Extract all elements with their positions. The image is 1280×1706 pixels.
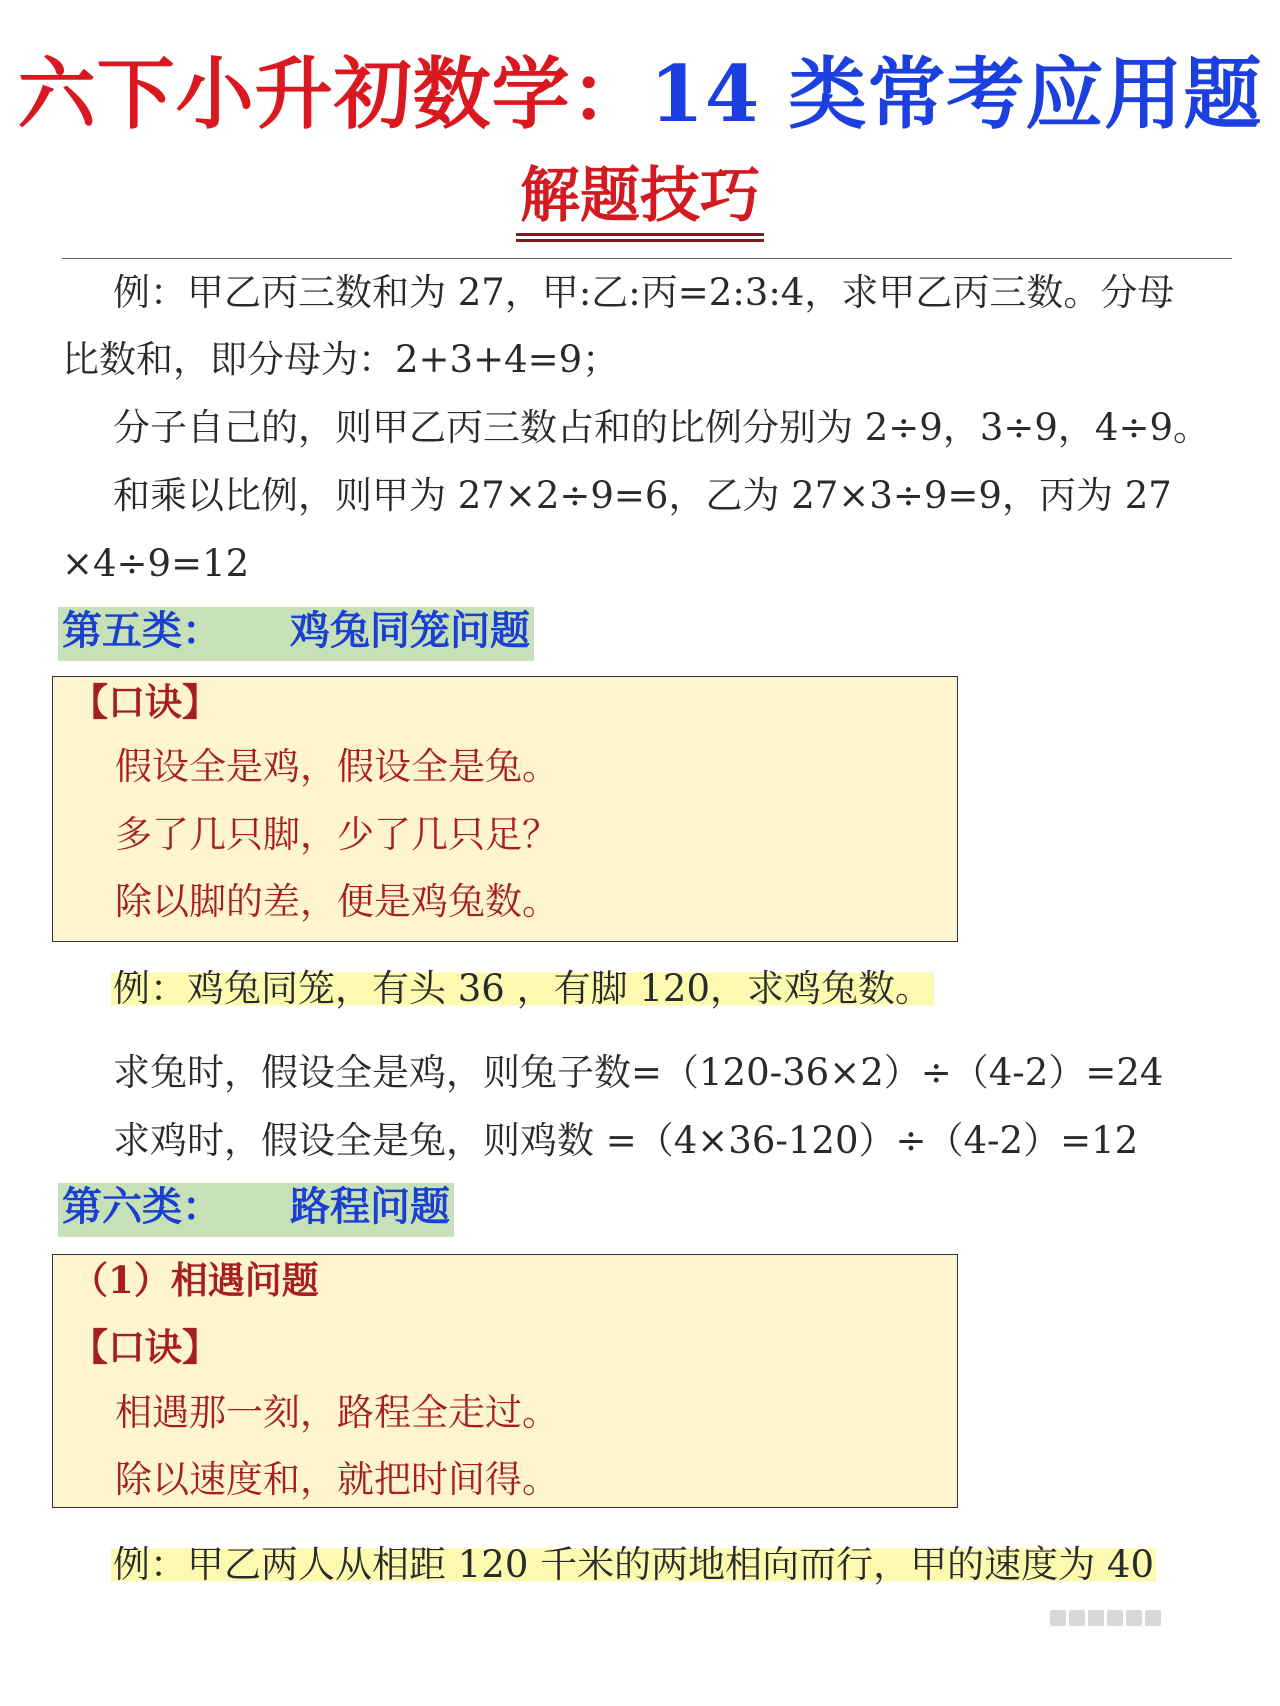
title-red-part: 六下小升初数学：	[17, 49, 650, 140]
meeting-subtitle: （1）相遇问题	[71, 1258, 319, 1302]
rhyme-label: 【口诀】	[71, 680, 219, 724]
ratio-example-line-1: 例：甲乙丙三数和为 27，甲:乙:丙=2:3:4，求甲乙丙三数。分母	[113, 271, 1175, 314]
rhyme-box-meeting	[52, 1254, 958, 1508]
subtitle-text: 解题技巧	[516, 162, 764, 236]
rhyme-label: 【口诀】	[71, 1325, 219, 1369]
watermark-icon	[1050, 1610, 1161, 1626]
ratio-example-line-5: ×4÷9=12	[62, 542, 250, 585]
rhyme-line-1: 假设全是鸡，假设全是兔。	[115, 745, 559, 788]
chicken-rabbit-example: 例：鸡兔同笼，有头 36 ，有脚 120，求鸡兔数。	[113, 967, 932, 1010]
page-subtitle	[0, 162, 1280, 236]
rhyme-line-3: 除以脚的差，便是鸡兔数。	[115, 880, 559, 923]
section-5-number: 第五类：	[62, 607, 222, 654]
page-title	[0, 48, 1280, 142]
section-heading-6	[58, 1183, 454, 1237]
ratio-example-line-2: 比数和，即分母为：2+3+4=9；	[62, 338, 620, 381]
meeting-example: 例：甲乙两人从相距 120 千米的两地相向而行，甲的速度为 40	[113, 1543, 1154, 1586]
ratio-example-line-3: 分子自己的，则甲乙丙三数占和的比例分别为 2÷9，3÷9，4÷9。	[113, 406, 1211, 449]
rhyme-line-2: 多了几只脚，少了几只足？	[115, 813, 559, 856]
title-blue-part: 14 类常考应用题	[649, 49, 1263, 140]
rhyme-line-1: 相遇那一刻，路程全走过。	[115, 1391, 559, 1434]
chicken-rabbit-solution-1: 求兔时，假设全是鸡，则兔子数=（120-36×2）÷（4-2）=24	[113, 1051, 1164, 1094]
ratio-example-line-4: 和乘以比例，则甲为 27×2÷9=6，乙为 27×3÷9=9，丙为 27	[113, 474, 1172, 517]
title-divider	[62, 258, 1232, 259]
section-heading-5	[58, 607, 534, 661]
rhyme-box-chicken-rabbit	[52, 676, 958, 942]
rhyme-line-2: 除以速度和，就把时间得。	[115, 1458, 559, 1501]
chicken-rabbit-solution-2: 求鸡时，假设全是兔，则鸡数 =（4×36-120）÷（4-2）=12	[113, 1119, 1139, 1162]
section-6-title: 路程问题	[290, 1183, 450, 1230]
section-5-title: 鸡兔同笼问题	[290, 607, 530, 654]
section-6-number: 第六类：	[62, 1183, 222, 1230]
